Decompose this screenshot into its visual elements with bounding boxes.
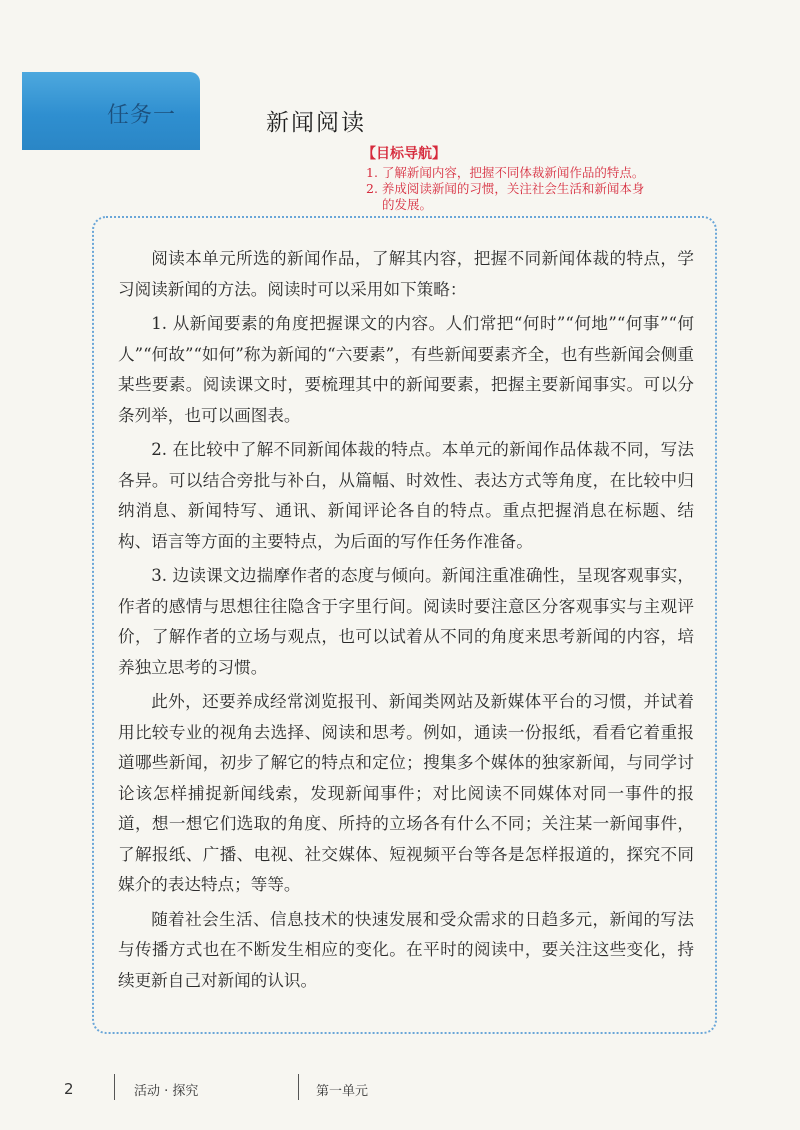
goals-section [362, 146, 762, 213]
paragraph: 随着社会生活、信息技术的快速发展和受众需求的日趋多元，新闻的写法与传播方式也在不断发生相应的变化。在平时的阅读中，要关注这些变化，持续更新自己对新闻的认识。 [118, 909, 694, 990]
footer-divider [114, 1074, 115, 1100]
task-tab [22, 72, 200, 150]
goal-item: 2. 养成阅读新闻的习惯，关注社会生活和新闻本身 [366, 181, 645, 196]
goal-item-continued: 的发展。 [382, 197, 433, 212]
footer-unit: 第一单元 [316, 1084, 369, 1099]
body-text [118, 244, 694, 1000]
page-number: 2 [64, 1080, 74, 1098]
footer-divider [298, 1074, 299, 1100]
page-title: 新闻阅读 [266, 110, 366, 136]
task-label: 任务一 [107, 103, 177, 128]
paragraph: 2. 在比较中了解不同新闻体裁的特点。本单元的新闻作品体裁不同，写法各异。可以结合旁批与补白，从篇幅、时效性、表达方式等角度，在比较中归纳消息、新闻特写、通讯、新闻评论各自的特点。重点把握消息在标题、结构、语言等方面的主要特点，为后面的写作任务作准备。 [118, 440, 694, 551]
footer-section: 活动 · 探究 [134, 1084, 199, 1099]
paragraph: 此外，还要养成经常浏览报刊、新闻类网站及新媒体平台的习惯，并试着用比较专业的视角去选择、阅读和思考。例如，通读一份报纸，看看它着重报道哪些新闻，初步了解它的特点和定位；搜集多个媒体的独家新闻，与同学讨论该怎样捕捉新闻线索，发现新闻事件；对比阅读不同媒体对同一事件的报道，想一想它们选取的角度、所持的立场各有什么不同；关注某一新闻事件，了解报纸、广播、电视、社交媒体、短视频平台等各是怎样报道的，探究不同媒介的表达特点；等等。 [118, 692, 694, 894]
paragraph: 3. 边读课文边揣摩作者的态度与倾向。新闻注重准确性，呈现客观事实，作者的感情与思想往往隐含于字里行间。阅读时要注意区分客观事实与主观评价，了解作者的立场与观点，也可以试着从不同的角度来思考新闻的内容，培养独立思考的习惯。 [118, 566, 694, 677]
paragraph: 阅读本单元所选的新闻作品，了解其内容，把握不同新闻体裁的特点，学习阅读新闻的方法。阅读时可以采用如下策略： [118, 249, 694, 299]
goal-item: 1. 了解新闻内容，把握不同体裁新闻作品的特点。 [366, 165, 645, 180]
goals-title: 【目标导航】 [362, 146, 446, 162]
paragraph: 1. 从新闻要素的角度把握课文的内容。人们常把“何时”“何地”“何事”“何人”“何故”“如何”称为新闻的“六要素”，有些新闻要素齐全，也有些新闻会侧重某些要素。阅读课文时，要梳理其中的新闻要素，把握主要新闻事实。可以分条列举，也可以画图表。 [118, 314, 694, 425]
